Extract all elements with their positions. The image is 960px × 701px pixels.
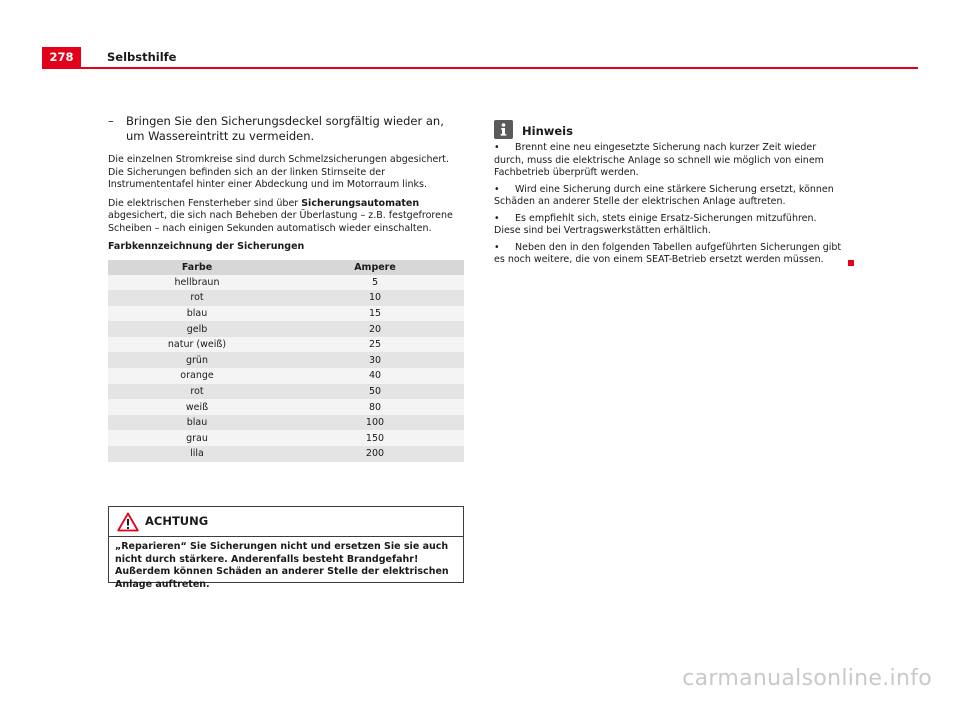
table-row xyxy=(108,275,464,291)
note-title: Hinweis xyxy=(522,124,573,138)
table-row xyxy=(108,306,464,322)
table-row xyxy=(108,368,464,384)
table-row xyxy=(108,337,464,353)
note-bullet xyxy=(494,242,844,267)
table-row xyxy=(108,321,464,337)
instruction-step xyxy=(108,114,464,144)
table-row xyxy=(108,384,464,400)
note-bullet xyxy=(494,213,844,238)
cell-color: natur (weiß) xyxy=(108,337,286,353)
cell-ampere: 10 xyxy=(286,290,464,306)
watermark: carmanualsonline.info xyxy=(682,666,932,691)
bullet-dot: • xyxy=(494,142,500,153)
warning-header xyxy=(109,507,463,537)
cell-ampere: 20 xyxy=(286,321,464,337)
column-header-color: Farbe xyxy=(108,260,286,275)
paragraph-text-end: abgesichert, die sich nach Beheben der Überlastung – z.B. festgefrorene Scheiben – nach einigen Sekunden automatisch wieder einschalten. xyxy=(108,210,453,234)
note-bullet xyxy=(494,184,844,209)
page-header xyxy=(42,47,918,69)
cell-ampere: 30 xyxy=(286,352,464,368)
instruction-text: Bringen Sie den Sicherungsdeckel sorgfältig wieder an, um Wassereintritt zu vermeiden. xyxy=(126,114,444,143)
cell-color: orange xyxy=(108,368,286,384)
right-column xyxy=(494,120,844,271)
cell-ampere: 80 xyxy=(286,399,464,415)
cell-ampere: 5 xyxy=(286,275,464,291)
note-bullet xyxy=(494,142,844,180)
cell-color: blau xyxy=(108,415,286,431)
table-row xyxy=(108,399,464,415)
cell-color: weiß xyxy=(108,399,286,415)
cell-ampere: 100 xyxy=(286,415,464,431)
note-header xyxy=(494,120,844,140)
warning-box xyxy=(108,506,464,590)
cell-ampere: 15 xyxy=(286,306,464,322)
table-row xyxy=(108,290,464,306)
paragraph-fuses: Die einzelnen Stromkreise sind durch Schmelzsicherungen abgesichert. Die Sicherungen befinden sich an der linken Stirnseite der Instrumententafel hinter einer Abdeckung und im Motorraum links. xyxy=(108,154,449,190)
warning-title: ACHTUNG xyxy=(145,514,209,528)
page-number: 278 xyxy=(42,47,81,67)
warning-text: „Reparieren“ Sie Sicherungen nicht und ersetzen Sie sie auch nicht durch stärkere. Anderenfalls besteht Brandgefahr! Außerdem können Schäden an anderer Stelle der elektrischen Anlage auftreten. xyxy=(115,541,449,590)
cell-ampere: 50 xyxy=(286,384,464,400)
bullet-text: Es empfiehlt sich, stets einige Ersatz-Sicherungen mitzuführen. Diese sind bei Vertragswerkstätten erhältlich. xyxy=(494,212,817,236)
paragraph-window-lifters xyxy=(108,198,464,236)
paragraph-bold-term: Sicherungsautomaten xyxy=(301,197,420,209)
warning-triangle-icon xyxy=(117,512,139,532)
cell-color: rot xyxy=(108,384,286,400)
table-title: Farbkennzeichnung der Sicherungen xyxy=(108,241,305,252)
cell-ampere: 150 xyxy=(286,430,464,446)
bullet-text: Neben den in den folgenden Tabellen aufgeführten Sicherungen gibt es noch weitere, die von einem SEAT-Betrieb ersetzt werden müssen. xyxy=(494,241,842,265)
bullet-dot: • xyxy=(494,212,500,224)
cell-color: blau xyxy=(108,306,286,322)
table-row xyxy=(108,415,464,431)
cell-color: grün xyxy=(108,352,286,368)
column-header-ampere: Ampere xyxy=(286,260,464,275)
cell-color: rot xyxy=(108,290,286,306)
cell-ampere: 40 xyxy=(286,368,464,384)
table-row xyxy=(108,352,464,368)
table-row xyxy=(108,430,464,446)
info-note-icon xyxy=(494,120,513,139)
bullet-text: Brennt eine neu eingesetzte Sicherung nach kurzer Zeit wieder durch, muss die elektrische Anlage so schnell wie möglich von einem Fachbetrieb überprüft werden. xyxy=(494,142,824,178)
section-end-marker xyxy=(848,260,854,266)
dash-marker: – xyxy=(108,114,114,128)
cell-color: grau xyxy=(108,430,286,446)
table-row xyxy=(108,446,464,462)
bullet-dot: • xyxy=(494,183,500,195)
cell-color: gelb xyxy=(108,321,286,337)
table-header-row xyxy=(108,260,464,275)
cell-color: lila xyxy=(108,446,286,462)
bullet-text: Wird eine Sicherung durch eine stärkere Sicherung ersetzt, können Schäden an anderer Stelle der elektrischen Anlage auftreten. xyxy=(494,183,834,207)
cell-ampere: 25 xyxy=(286,337,464,353)
cell-color: hellbraun xyxy=(108,275,286,291)
fuse-color-table xyxy=(108,260,464,462)
paragraph-text-start: Die elektrischen Fensterheber sind über xyxy=(108,197,302,209)
bullet-dot: • xyxy=(494,241,500,253)
section-title: Selbsthilfe xyxy=(107,50,177,64)
cell-ampere: 200 xyxy=(286,446,464,462)
left-column xyxy=(108,114,464,462)
